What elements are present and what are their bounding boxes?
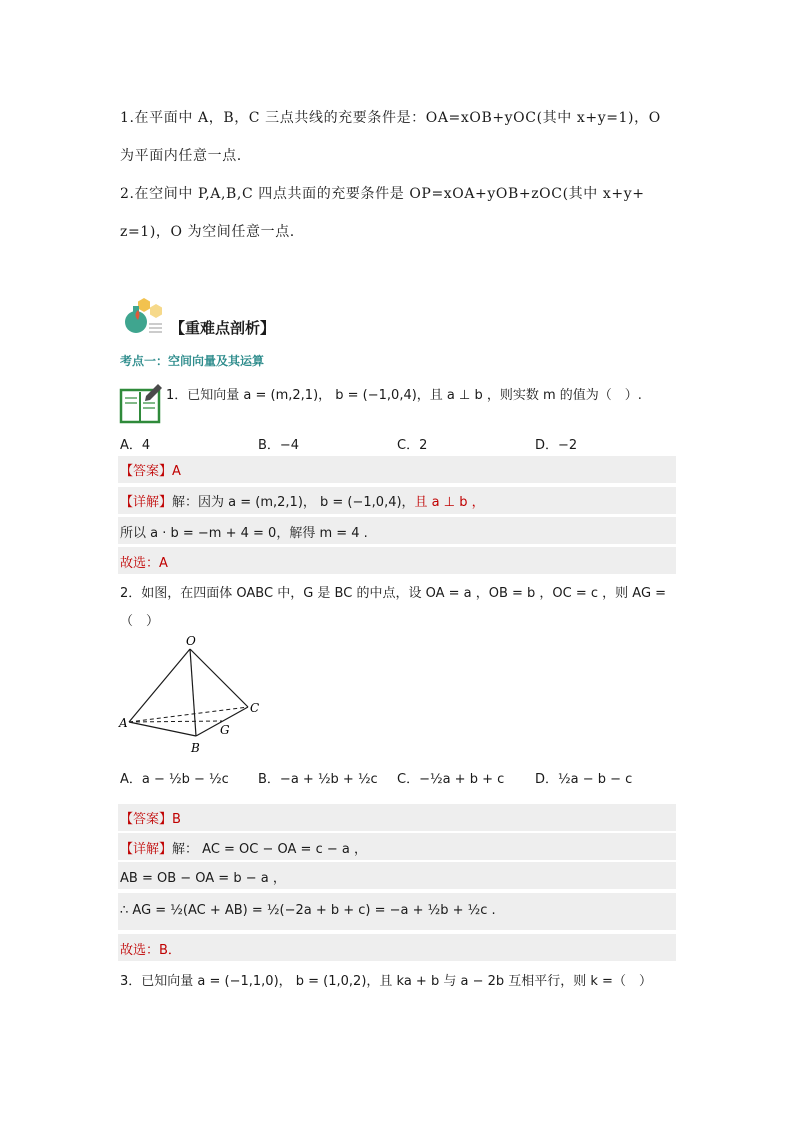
q2-choose-band — [118, 934, 676, 961]
q2-answer — [120, 808, 181, 827]
option-label: B． — [258, 772, 280, 787]
option-text: −½a + b + c — [419, 772, 505, 787]
answer-key-label: 【答案】 — [120, 812, 173, 827]
option-text: a − ½b − ½c — [141, 772, 229, 787]
q2-answer-band — [118, 804, 676, 831]
q1-answer-band — [118, 456, 676, 483]
intro-line-3: 2.在空间中 P,A,B,C 四点共面的充要条件是 OP=xOA+yOB+zOC(其中 x+y+ — [120, 186, 645, 202]
q1-detail-2: 所以 a · b = −m + 4 = 0，解得 m = 4 . — [120, 526, 368, 541]
section-title: 【重难点剖析】 — [170, 319, 276, 337]
answer-value: A — [172, 464, 181, 479]
q1-detail-1 — [120, 491, 485, 510]
intro-line-1: 1.在平面中 A，B，C 三点共线的充要条件是：OA=xOB+yOC(其中 x+y=1)，O — [120, 110, 661, 126]
q2-detail-2: AB = OB − OA = b − a ， — [120, 871, 286, 886]
answer-value: B — [172, 812, 181, 827]
vertex-label-o: O — [186, 634, 196, 648]
kaodian-title: 考点一：空间向量及其运算 — [120, 354, 265, 368]
book-pencil-icon — [118, 382, 164, 424]
q1-option-a: A．4 — [120, 438, 151, 453]
intro-line-4: z=1)，O 为空间任意一点. — [120, 224, 295, 240]
q1-choose-band — [118, 547, 676, 574]
option-label: C． — [397, 772, 420, 787]
option-text: ½a − b − c — [558, 772, 633, 787]
q1-option-d: D．−2 — [535, 438, 578, 453]
detail-highlight: 且 a ⊥ b ， — [414, 495, 485, 510]
q2-stem-1: 2．如图，在四面体 OABC 中，G 是 BC 的中点，设 OA = a ，OB = b ，OC = c ，则 AG = — [120, 586, 667, 601]
flask-icon — [122, 296, 166, 336]
detail-key-label: 【详解】 — [120, 842, 173, 857]
q2-option-d — [535, 768, 632, 787]
option-text: −a + ½b + ½c — [279, 772, 378, 787]
q1-option-b: B．−4 — [258, 438, 300, 453]
intro-line-2: 为平面内任意一点. — [120, 148, 242, 164]
q1-option-c: C．2 — [397, 438, 428, 453]
q2-option-b — [258, 768, 378, 787]
q2-detail-1 — [120, 838, 367, 857]
answer-key-label: 【答案】 — [120, 464, 173, 479]
q1-answer — [120, 460, 181, 479]
q1-stem: 1．已知向量 a = (m,2,1)， b = (−1,0,4)，且 a ⊥ b ，则实数 m 的值为（ ）. — [166, 388, 642, 403]
vertex-label-b: B — [191, 741, 200, 754]
option-label: D． — [535, 772, 559, 787]
q2-detail-3: ∴ AG = ½(AC + AB) = ½(−2a + b + c) = −a + ½b + ½c . — [120, 903, 496, 918]
vertex-label-c: C — [250, 701, 260, 715]
q2-option-a — [120, 768, 229, 787]
q2-option-c — [397, 768, 504, 787]
q2-choose: 故选：B． — [120, 943, 181, 958]
q1-choose: 故选：A — [120, 556, 168, 571]
q3-stem: 3．已知向量 a = (−1,1,0)， b = (1,0,2)，且 ka + b 与 a − 2b 互相平行，则 k =（ ） — [120, 974, 652, 989]
point-label-g: G — [220, 723, 230, 737]
detail-text: 解： AC = OC − OA = c − a ， — [172, 842, 367, 857]
option-label: A． — [120, 772, 142, 787]
detail-key-label: 【详解】 — [120, 495, 173, 510]
q2-stem-2: （ ） — [120, 614, 160, 629]
detail-text: 解：因为 a = (m,2,1)， b = (−1,0,4)， — [172, 495, 415, 510]
vertex-label-a: A — [119, 716, 128, 730]
tetrahedron-diagram — [116, 632, 266, 754]
